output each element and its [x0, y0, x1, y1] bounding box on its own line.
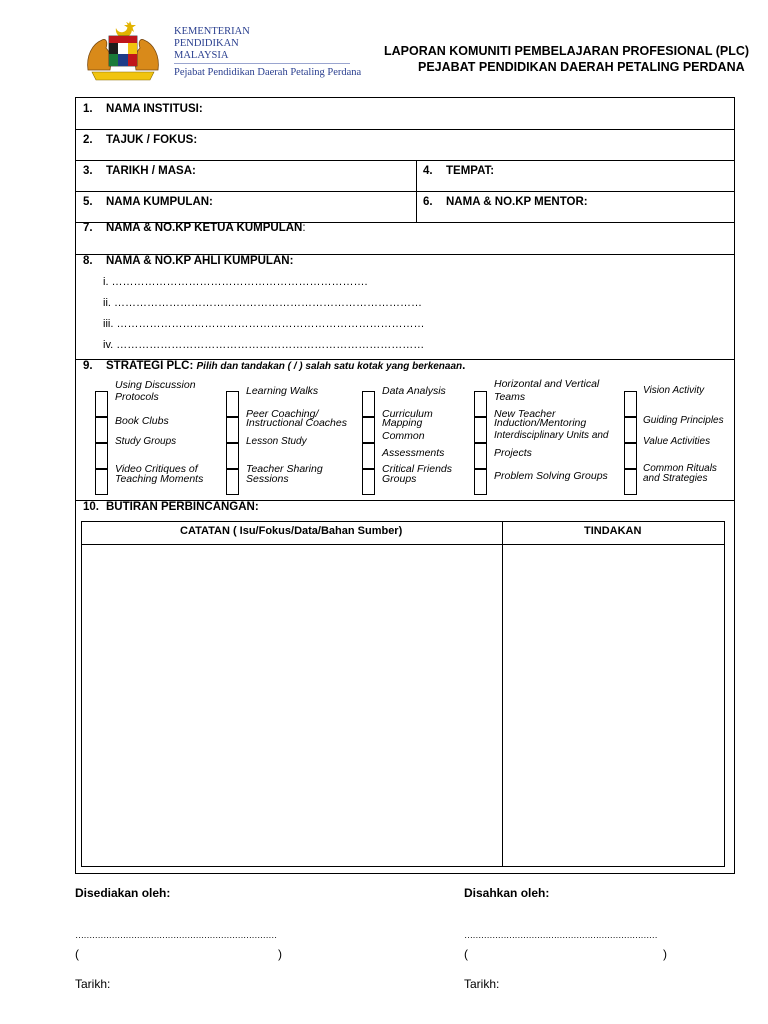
- strategy-option-label: Book Clubs: [115, 415, 169, 427]
- strategy-checkbox[interactable]: [95, 469, 108, 495]
- prepared-date-label: Tarikh:: [75, 977, 111, 991]
- actions-cell[interactable]: [504, 546, 722, 864]
- strategy-checkbox[interactable]: [362, 391, 375, 417]
- strategy-checkbox[interactable]: [95, 391, 108, 417]
- member-line[interactable]: iii. …………………………………………………………………………: [103, 318, 425, 330]
- approved-date-label: Tarikh:: [464, 977, 500, 991]
- prepared-signature-line[interactable]: ………………………………………………………………: [75, 930, 277, 940]
- column-divider: [416, 160, 417, 222]
- strategy-checkbox[interactable]: [362, 417, 375, 443]
- strategy-option-label: Sessions: [246, 473, 289, 485]
- strategy-option-label: Common Rituals: [643, 463, 717, 474]
- field-date-time[interactable]: [83, 165, 196, 177]
- strategy-option-label: Video Critiques of: [115, 463, 198, 475]
- field-number: 2.: [83, 134, 93, 146]
- prepared-name-close-paren: ): [278, 947, 282, 961]
- field-group-members: [83, 255, 293, 267]
- field-mentor[interactable]: [423, 196, 588, 208]
- strategy-option-label: Instructional Coaches: [246, 417, 347, 429]
- field-group-name[interactable]: [83, 196, 213, 208]
- strategy-option-label: New Teacher: [494, 408, 556, 420]
- strategy-option-label: Teams: [494, 391, 526, 403]
- field-number: 8.: [83, 255, 93, 267]
- strategy-option-label: Peer Coaching/: [246, 408, 319, 420]
- field-number: 9.: [83, 360, 93, 372]
- table-column-divider: [502, 522, 503, 866]
- field-label: NAMA KUMPULAN:: [106, 196, 213, 208]
- ministry-line: KEMENTERIAN: [174, 26, 250, 37]
- strategy-checkbox[interactable]: [474, 417, 487, 443]
- strategy-checkbox[interactable]: [624, 469, 637, 495]
- strategy-option-label: Study Groups: [115, 436, 177, 447]
- strategy-checkbox[interactable]: [95, 417, 108, 443]
- discussion-notes-table: [81, 521, 725, 867]
- prepared-name-open-paren: (: [75, 947, 79, 961]
- strategy-option-label: Guiding Principles: [643, 415, 724, 426]
- field-number: 4.: [423, 165, 433, 177]
- field-number: 10.: [83, 501, 99, 513]
- strategy-checkbox[interactable]: [226, 417, 239, 443]
- field-number: 6.: [423, 196, 433, 208]
- strategy-option-label: Using Discussion: [115, 379, 196, 391]
- prepared-by-label: Disediakan oleh:: [75, 886, 171, 900]
- logo-divider: [174, 63, 350, 64]
- strategy-checkbox[interactable]: [95, 443, 108, 469]
- strategy-checkbox[interactable]: [226, 391, 239, 417]
- field-discussion-details: [83, 501, 259, 513]
- strategy-checkbox[interactable]: [624, 443, 637, 469]
- strategy-option-label: Problem Solving Groups: [494, 470, 608, 482]
- malaysia-crest-icon: [82, 18, 164, 84]
- approved-signature-line[interactable]: ……………………………………………………………: [464, 930, 658, 940]
- field-label: TAJUK / FOKUS:: [106, 134, 198, 146]
- approved-name-open-paren: (: [464, 947, 468, 961]
- strategy-option-label: Teacher Sharing: [246, 463, 323, 475]
- strategy-checkbox[interactable]: [362, 443, 375, 469]
- report-title: LAPORAN KOMUNITI PEMBELAJARAN PROFESIONAL (PLC): [384, 44, 750, 58]
- member-line[interactable]: iv. …………………………………………………………………………: [103, 339, 425, 351]
- field-label: NAMA & NO.KP KETUA KUMPULAN: [106, 222, 303, 234]
- strategy-checkbox[interactable]: [474, 391, 487, 417]
- strategy-option-label: Learning Walks: [246, 385, 319, 397]
- strategy-option-label: Common: [382, 430, 425, 442]
- strategy-instruction: Pilih dan tandakan ( / ) salah satu kotak yang berkenaan: [196, 361, 463, 372]
- strategy-checkbox[interactable]: [624, 391, 637, 417]
- field-number: 1.: [83, 103, 93, 115]
- strategy-option-label: Interdisciplinary Units and: [494, 430, 609, 441]
- strategy-option-label: Curriculum: [382, 408, 433, 420]
- table-header-divider: [82, 544, 724, 545]
- report-subtitle: PEJABAT PENDIDIKAN DAERAH PETALING PERDANA: [418, 60, 745, 74]
- field-venue[interactable]: [423, 165, 494, 177]
- notes-column-header: CATATAN ( Isu/Fokus/Data/Bahan Sumber): [180, 525, 403, 537]
- ministry-line: PENDIDIKAN: [174, 38, 239, 49]
- strategy-option-label: Groups: [382, 473, 417, 485]
- field-number: 7.: [83, 222, 93, 234]
- member-line[interactable]: i. …………………………………………………………….: [103, 276, 368, 288]
- strategy-option-label: Assessments: [382, 447, 445, 459]
- strategy-option-label: Protocols: [115, 391, 159, 403]
- field-label: NAMA & NO.KP AHLI KUMPULAN:: [106, 255, 294, 267]
- notes-cell[interactable]: [84, 546, 500, 864]
- ministry-line: MALAYSIA: [174, 50, 229, 61]
- strategy-option-label: Critical Friends: [382, 463, 453, 475]
- field-label: STRATEGI PLC:: [106, 360, 194, 372]
- strategy-option-label: Vision Activity: [643, 385, 705, 396]
- actions-column-header: TINDAKAN: [584, 525, 642, 537]
- row-divider: [76, 191, 734, 192]
- field-number: 3.: [83, 165, 93, 177]
- ministry-name: [174, 26, 250, 62]
- strategy-option-label: and Strategies: [643, 473, 708, 484]
- ministry-logo: [82, 18, 362, 88]
- field-label: TARIKH / MASA:: [106, 165, 196, 177]
- row-divider: [76, 129, 734, 130]
- strategy-option-label: Projects: [494, 447, 532, 459]
- strategy-option-label: Value Activities: [643, 436, 711, 447]
- approved-name-close-paren: ): [663, 947, 667, 961]
- field-label: NAMA INSTITUSI:: [106, 103, 203, 115]
- strategy-checkbox[interactable]: [474, 469, 487, 495]
- strategy-checkbox[interactable]: [226, 443, 239, 469]
- district-office-name: Pejabat Pendidikan Daerah Petaling Perdana: [174, 67, 362, 78]
- approved-by-label: Disahkan oleh:: [464, 886, 550, 900]
- strategy-checkbox[interactable]: [362, 469, 375, 495]
- row-divider: [76, 160, 734, 161]
- field-suffix: :: [302, 222, 306, 234]
- field-group-leader[interactable]: [83, 222, 306, 234]
- strategy-checkbox[interactable]: [226, 469, 239, 495]
- strategy-option-label: Data Analysis: [382, 385, 446, 397]
- strategy-option-label: Induction/Mentoring: [494, 417, 587, 429]
- field-plc-strategy: 9. STRATEGI PLC: Pilih dan tandakan ( / ) salah satu kotak yang berkenaan.: [83, 360, 466, 372]
- strategy-checkbox[interactable]: [474, 443, 487, 469]
- field-label: TEMPAT:: [446, 165, 495, 177]
- strategy-option-label: Mapping: [382, 417, 423, 429]
- strategy-checkbox[interactable]: [624, 417, 637, 443]
- field-topic[interactable]: [83, 134, 197, 146]
- strategy-option-label: Horizontal and Vertical: [494, 378, 600, 390]
- strategy-option-label: Lesson Study: [246, 436, 307, 447]
- field-label: BUTIRAN PERBINCANGAN:: [106, 501, 259, 513]
- field-institution[interactable]: [83, 103, 203, 115]
- field-label: NAMA & NO.KP MENTOR:: [446, 196, 588, 208]
- member-line[interactable]: ii. …………………………………………………………………………: [103, 297, 422, 309]
- field-number: 5.: [83, 196, 93, 208]
- strategy-option-label: Teaching Moments: [115, 473, 204, 485]
